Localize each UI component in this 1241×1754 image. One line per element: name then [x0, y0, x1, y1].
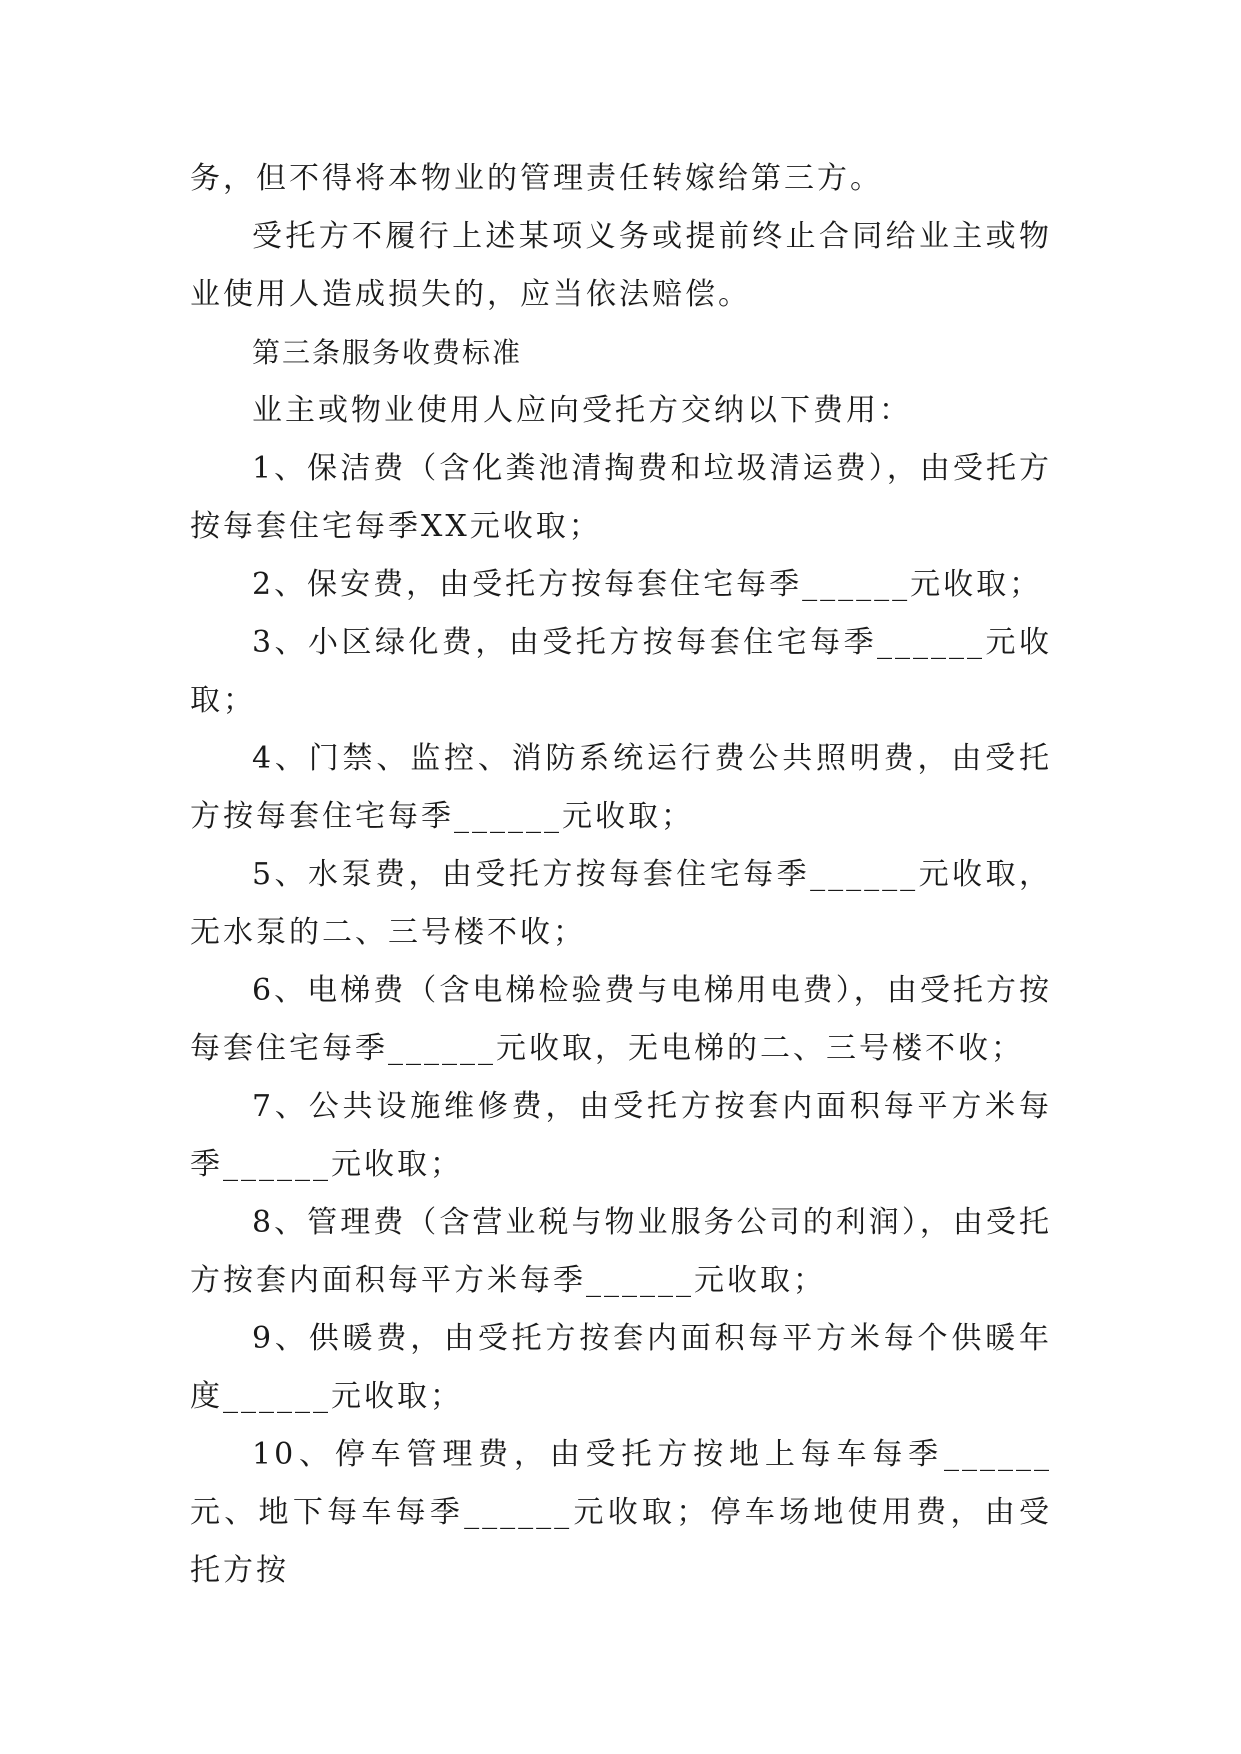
paragraph-liability: 受托方不履行上述某项义务或提前终止合同给业主或物业使用人造成损失的，应当依法赔偿。 [190, 219, 1052, 312]
fee-item-9: 9、供暖费，由受托方按套内面积每平方米每个供暖年度______元收取； [190, 1321, 1052, 1414]
fee-item-1: 1、保洁费（含化粪池清掏费和垃圾清运费），由受托方按每套住宅每季XX元收取； [190, 451, 1052, 544]
fee-item-2: 2、保安费，由受托方按每套住宅每季______元收取； [252, 567, 1043, 602]
paragraph-continuation: 务，但不得将本物业的管理责任转嫁给第三方。 [190, 161, 883, 196]
fee-item-7: 7、公共设施维修费，由受托方按套内面积每平方米每季______元收取； [190, 1089, 1052, 1182]
fee-item-10: 10、停车管理费，由受托方按地上每车每季______元、地下每车每季______元收取；停车场地使用费，由受托方按 [190, 1437, 1052, 1588]
section-heading: 第三条服务收费标准 [252, 336, 523, 369]
fee-item-8: 8、管理费（含营业税与物业服务公司的利润），由受托方按套内面积每平方米每季______元收取； [190, 1205, 1052, 1298]
fee-item-6: 6、电梯费（含电梯检验费与电梯用电费），由受托方按每套住宅每季______元收取，无电梯的二、三号楼不收； [190, 973, 1052, 1066]
paragraph-fees-intro: 业主或物业使用人应向受托方交纳以下费用： [252, 393, 912, 428]
document-page [190, 150, 1052, 1600]
fee-item-3: 3、小区绿化费，由受托方按每套住宅每季______元收取； [190, 625, 1052, 718]
fee-item-5: 5、水泵费，由受托方按每套住宅每季______元收取，无水泵的二、三号楼不收； [190, 857, 1052, 950]
fee-item-4: 4、门禁、监控、消防系统运行费公共照明费，由受托方按每套住宅每季______元收取； [190, 741, 1052, 834]
